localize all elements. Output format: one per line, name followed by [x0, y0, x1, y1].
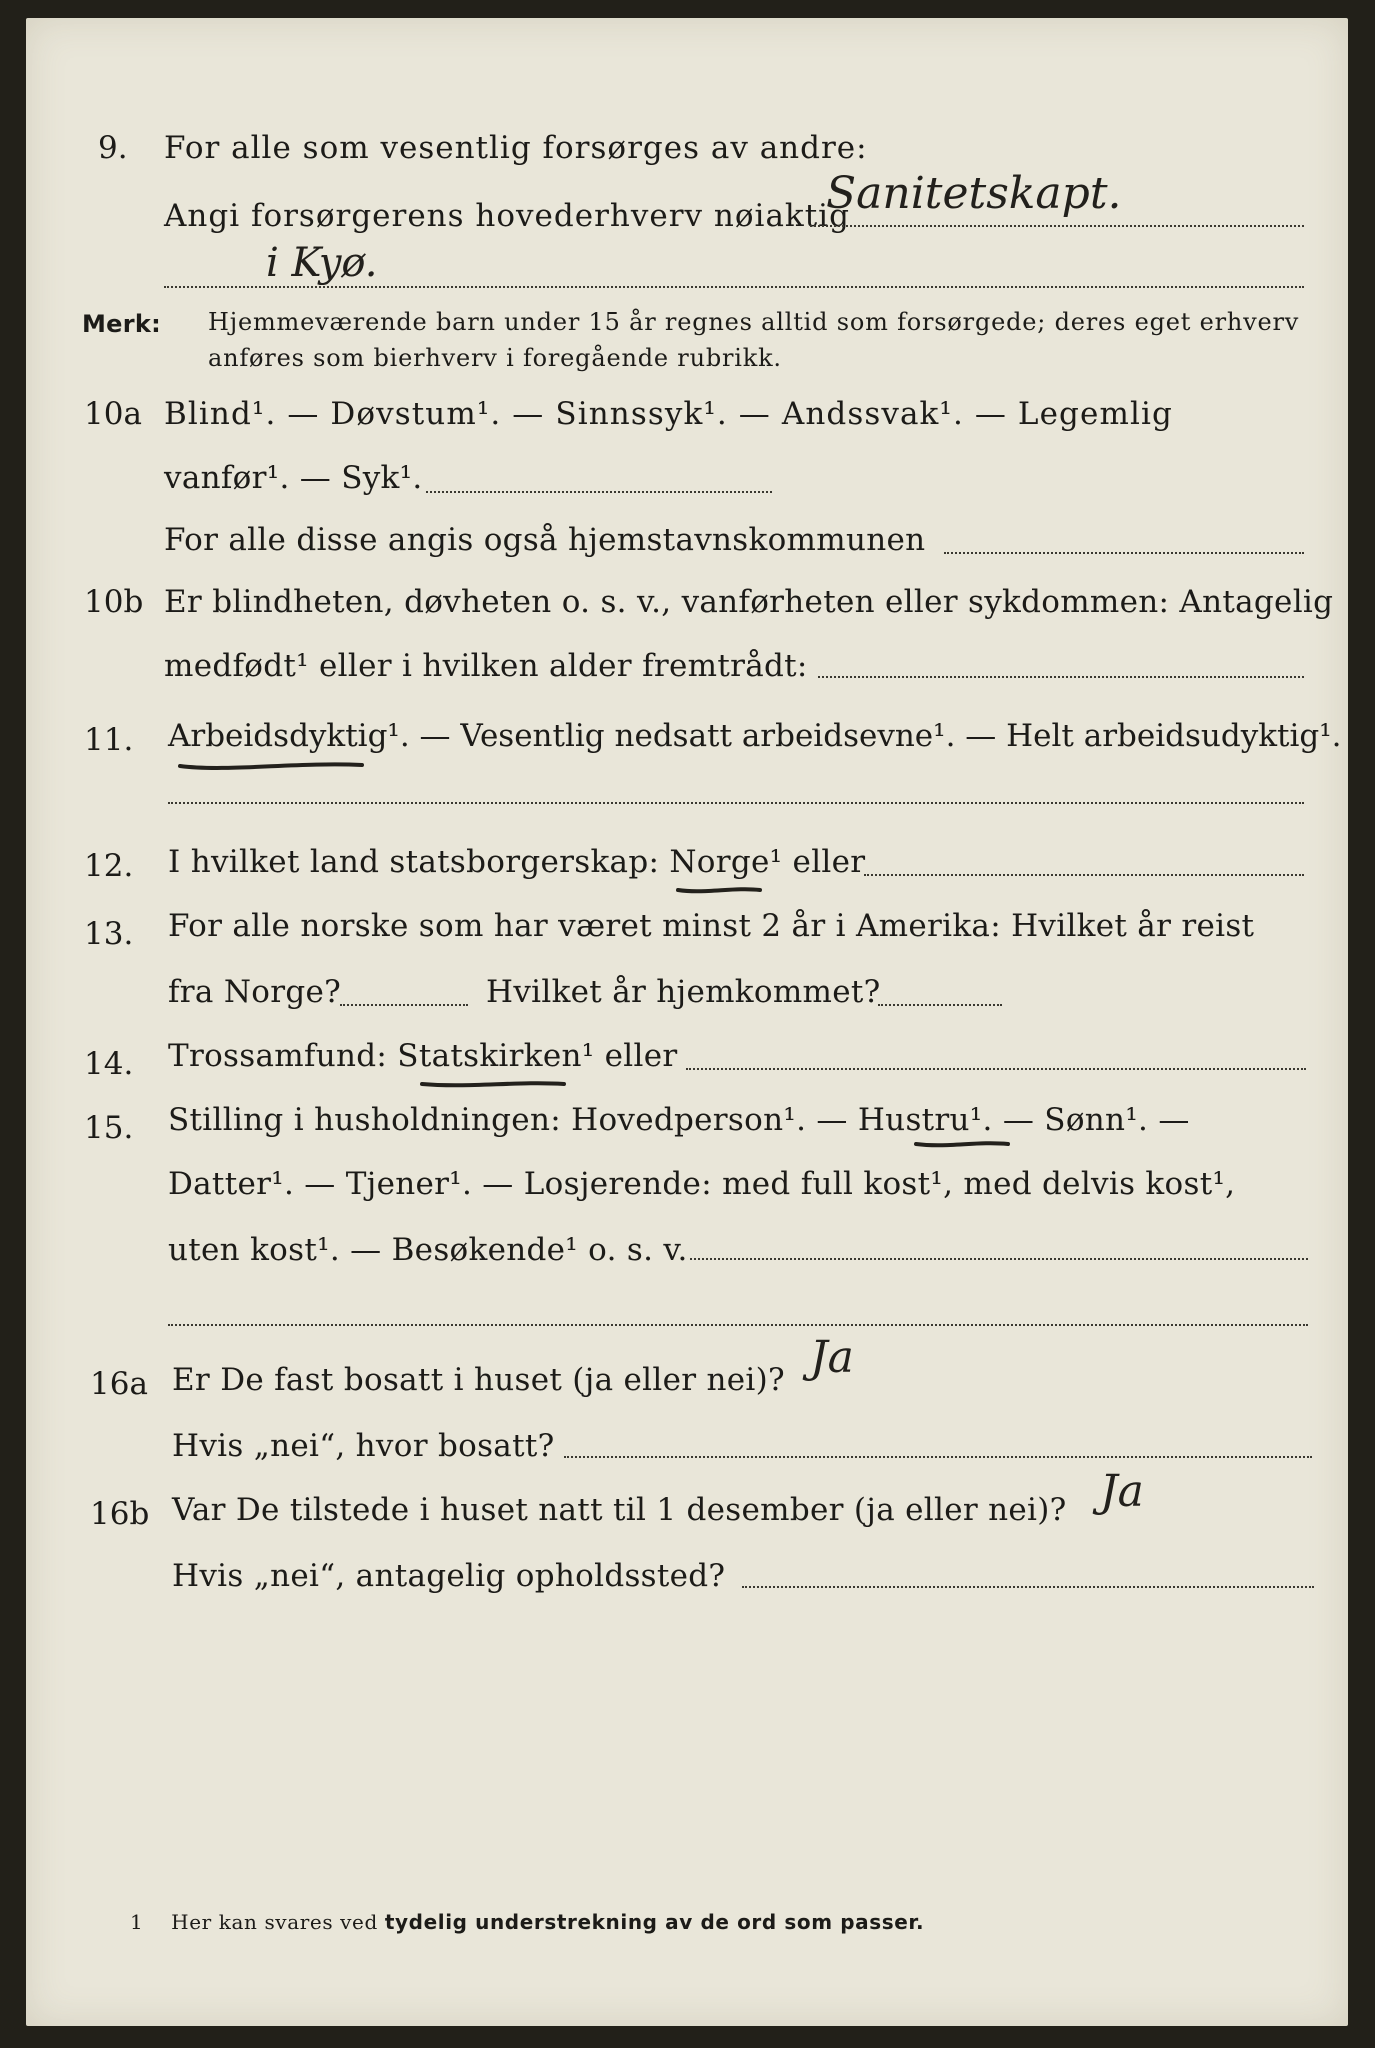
- q16b-answer-line: [742, 1586, 1314, 1588]
- q13-line1: For alle norske som har været minst 2 år i Amerika: Hvilket år reist: [168, 908, 1255, 944]
- q10b-number: 10b: [84, 584, 144, 620]
- q11-answer-line: [168, 802, 1304, 804]
- merk-label: Merk:: [82, 310, 162, 338]
- q9-answer-line-2: [164, 286, 1304, 288]
- q12-number: 12.: [84, 848, 134, 884]
- q13-departure-year-line: [340, 1004, 468, 1006]
- q10a-line3: For alle disse angis også hjemstavnskommunen: [164, 522, 926, 558]
- q13-return-year-line: [878, 1004, 1002, 1006]
- q10a-answer-line: [426, 491, 772, 493]
- q14-line1: Trossamfund: Statskirken¹ eller: [168, 1038, 678, 1074]
- q10b-line1: Er blindheten, døvheten o. s. v., vanførheten eller sykdommen: Antagelig: [164, 584, 1334, 620]
- footnote-text-b: tydelig understrekning av de ord som passer.: [384, 1910, 925, 1934]
- q15-number: 15.: [84, 1110, 134, 1146]
- merk-line1: Hjemmeværende barn under 15 år regnes alltid som forsørgede; deres eget erhverv: [208, 308, 1300, 336]
- q9-line2: Angi forsørgerens hovederhverv nøiaktig: [164, 198, 850, 234]
- q15-line3: uten kost¹. — Besøkende¹ o. s. v.: [168, 1232, 688, 1268]
- q16a-number: 16a: [90, 1366, 148, 1402]
- q15-line1: Stilling i husholdningen: Hovedperson¹. — Hustru¹. — Sønn¹. —: [168, 1102, 1190, 1138]
- q9-handwriting-place: i Kyø.: [266, 240, 378, 286]
- q10a-line2: vanfør¹. — Syk¹.: [164, 460, 423, 496]
- q16b-line1: Var De tilstede i huset natt til 1 desember (ja eller nei)?: [172, 1492, 1067, 1528]
- q16a-handwriting-answer: Ja: [810, 1332, 854, 1383]
- merk-line2: anføres som bierhverv i foregående rubrikk.: [208, 344, 782, 372]
- q15-line2: Datter¹. — Tjener¹. — Losjerende: med full kost¹, med delvis kost¹,: [168, 1166, 1236, 1202]
- q15-answer-line: [690, 1258, 1308, 1260]
- footnote-text-a: Her kan svares ved: [171, 1910, 378, 1934]
- q14-number: 14.: [84, 1046, 134, 1082]
- q11-line1: Arbeidsdyktig¹. — Vesentlig nedsatt arbeidsevne¹. — Helt arbeidsudyktig¹.: [168, 718, 1342, 754]
- q16b-line2: Hvis „nei“, antagelig opholdssted?: [172, 1558, 726, 1594]
- q13-line2a: fra Norge?: [168, 974, 342, 1010]
- q12-line1: I hvilket land statsborgerskap: Norge¹ eller: [168, 844, 866, 880]
- q10a-line1: Blind¹. — Døvstum¹. — Sinnssyk¹. — Andssvak¹. — Legemlig: [164, 396, 1173, 432]
- q16a-answer-line: [564, 1456, 1312, 1458]
- q16a-line1: Er De fast bosatt i huset (ja eller nei)?: [172, 1362, 785, 1398]
- q12-underline-mark: [674, 882, 764, 898]
- q15-answer-line-2: [168, 1324, 1308, 1326]
- q12-answer-line: [864, 874, 1304, 876]
- q11-underline-mark: [176, 756, 366, 776]
- footnote-marker: 1: [130, 1910, 144, 1934]
- q13-number: 13.: [84, 916, 134, 952]
- q9-answer-line: [810, 225, 1304, 227]
- q16a-line2: Hvis „nei“, hvor bosatt?: [172, 1428, 555, 1464]
- q11-number: 11.: [84, 722, 134, 758]
- q10a-municipality-line: [944, 552, 1304, 554]
- footnote: [130, 1910, 924, 1934]
- q15-underline-mark: [912, 1136, 1012, 1152]
- q9-handwriting-occupation: Sanitetskapt.: [826, 168, 1122, 219]
- q16b-handwriting-answer: Ja: [1100, 1466, 1144, 1517]
- q10b-line2: medfødt¹ eller i hvilken alder fremtrådt:: [164, 648, 808, 684]
- q9-line1: For alle som vesentlig forsørges av andre:: [164, 130, 868, 166]
- q16b-number: 16b: [90, 1496, 150, 1532]
- q14-answer-line: [686, 1068, 1306, 1070]
- census-form-page: [26, 18, 1348, 2026]
- q10b-answer-line: [818, 676, 1304, 678]
- q13-line2b: Hvilket år hjemkommet?: [486, 974, 881, 1010]
- q9-number: 9.: [98, 130, 128, 166]
- q10a-number: 10a: [84, 396, 142, 432]
- q14-underline-mark: [418, 1076, 568, 1092]
